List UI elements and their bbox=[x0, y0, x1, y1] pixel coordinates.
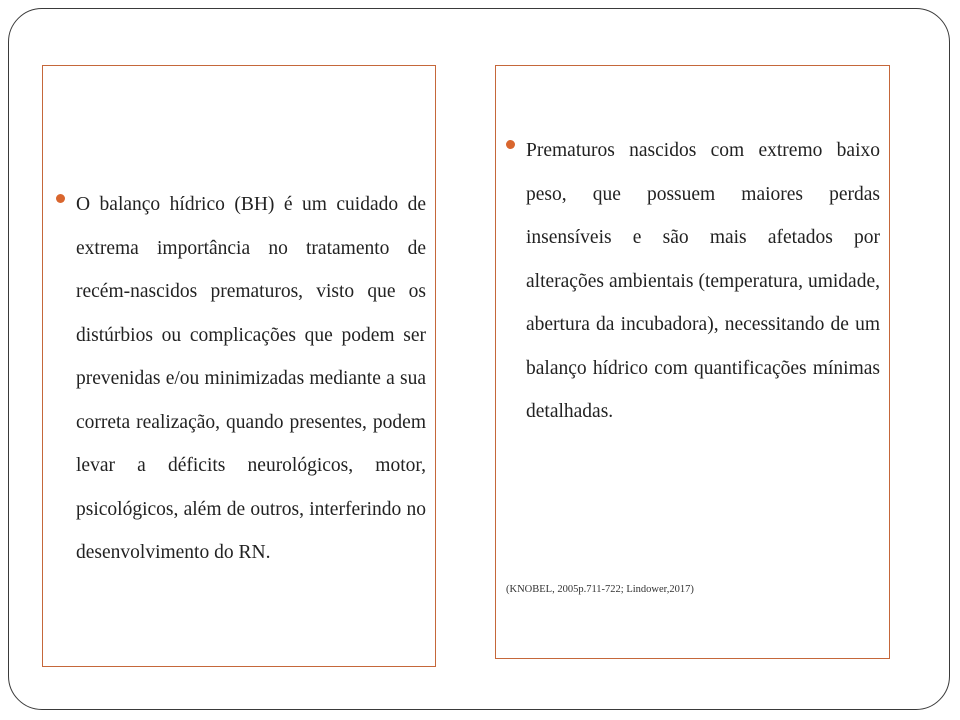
bullet-dot-icon bbox=[506, 140, 515, 149]
right-bullet-text: Prematuros nascidos com extremo baixo peso, que possuem maiores perdas insensíveis e são mais afetados por alterações ambientais (temperatura, umidade, abertura da incubadora), necessitando de um balanço hídrico com quantificações mínimas detalhadas. bbox=[526, 140, 880, 422]
left-bullet-text: O balanço hídrico (BH) é um cuidado de extrema importância no tratamento de recém-nascidos prematuros, visto que os distúrbios ou complicações que podem ser prevenidas e/ou minimizadas mediante a sua correta realização, quando presentes, podem levar a déficits neurológicos, motor, psicológicos, além de outros, interferindo no desenvolvimento do RN. bbox=[76, 194, 426, 563]
left-bullet-item bbox=[56, 183, 426, 575]
citation-text: (KNOBEL, 2005p.711-722; Lindower,2017) bbox=[506, 584, 694, 595]
bullet-dot-icon bbox=[56, 194, 65, 203]
right-bullet-item bbox=[506, 129, 880, 434]
